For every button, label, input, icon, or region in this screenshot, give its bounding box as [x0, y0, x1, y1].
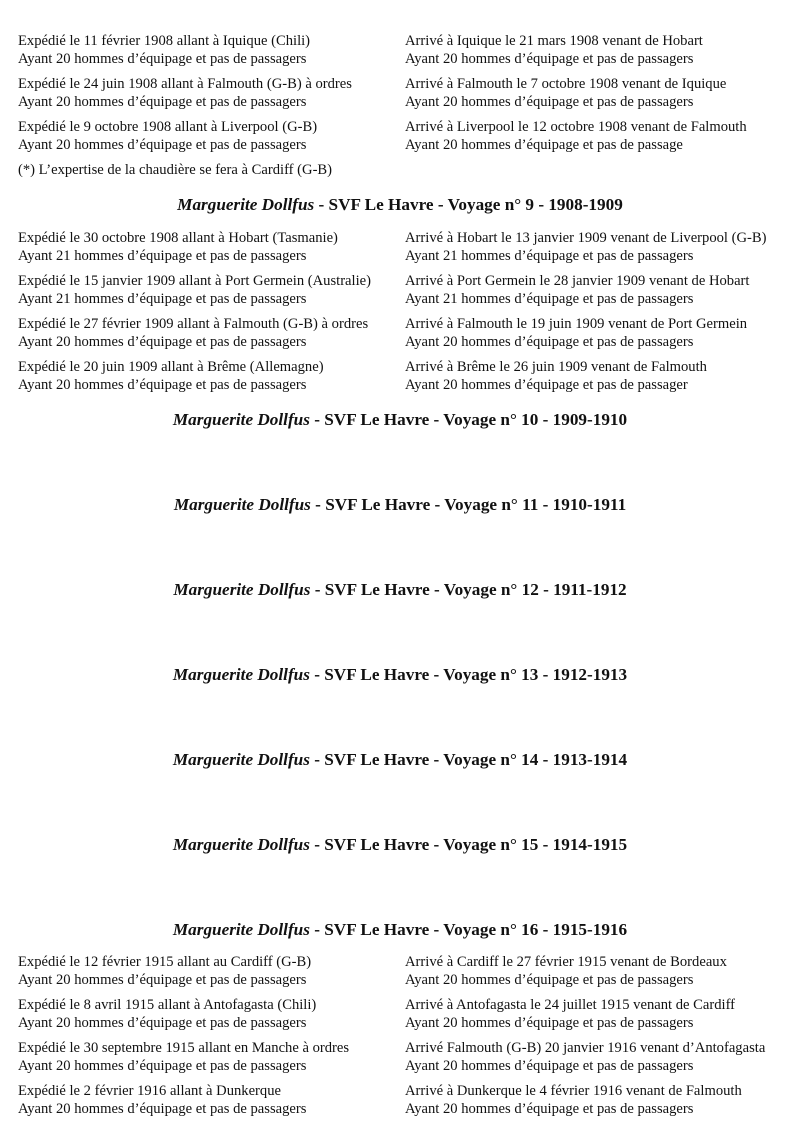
crew-line: Ayant 20 hommes d’équipage et pas de passagers [18, 50, 307, 67]
arrival-line: Arrivé à Falmouth le 19 juin 1909 venant de Port Germein [405, 316, 748, 332]
departure-entry [18, 1040, 349, 1075]
voyage-entry-row [18, 273, 782, 309]
voyage-heading [0, 750, 800, 770]
voyage-heading [0, 665, 800, 685]
voyage-info: - SVF Le Havre - Voyage n° 14 - 1913-1914 [309, 750, 628, 769]
voyage-heading [0, 410, 800, 430]
departure-entry [18, 230, 338, 265]
arrival-entry [405, 316, 747, 351]
voyage-info: - SVF Le Havre - Voyage n° 9 - 1908-1909 [314, 195, 623, 214]
arrival-line: Arrivé à Hobart le 13 janvier 1909 venant de Liverpool (G-B) [405, 230, 767, 246]
departure-line: Expédié le 2 février 1916 allant à Dunkerque [18, 1083, 281, 1099]
arrival-line: Arrivé Falmouth (G-B) 20 janvier 1916 venant d’Antofagasta [405, 1040, 766, 1056]
ship-name: Marguerite Dollfus [172, 920, 310, 939]
arrival-entry [405, 273, 749, 308]
arrival-entry [405, 76, 726, 111]
departure-line: Expédié le 12 février 1915 allant au Cardiff (G-B) [18, 954, 312, 970]
crew-line: Ayant 21 hommes d’équipage et pas de passagers [18, 247, 307, 264]
departure-line: Expédié le 20 juin 1909 allant à Brême (Allemagne) [18, 359, 324, 375]
voyage-info: - SVF Le Havre - Voyage n° 15 - 1914-1915 [309, 835, 628, 854]
arrival-entry [405, 33, 703, 68]
arrival-entry [405, 997, 735, 1032]
crew-line: Ayant 20 hommes d’équipage et pas de passagers [405, 333, 694, 350]
departure-line: Expédié le 27 février 1909 allant à Falmouth (G-B) à ordres [18, 316, 369, 332]
ship-name: Marguerite Dollfus [172, 665, 310, 684]
crew-line: Ayant 20 hommes d’équipage et pas de passager [405, 376, 688, 393]
crew-line: Ayant 21 hommes d’équipage et pas de passagers [405, 290, 694, 307]
departure-line: Expédié le 30 septembre 1915 allant en Manche à ordres [18, 1040, 350, 1056]
arrival-entry [405, 1083, 742, 1118]
ship-name: Marguerite Dollfus [172, 750, 310, 769]
departure-line: Expédié le 9 octobre 1908 allant à Liverpool (G-B) [18, 119, 318, 135]
crew-line: Ayant 21 hommes d’équipage et pas de passagers [18, 290, 307, 307]
arrival-entry [405, 359, 707, 394]
departure-entry [18, 33, 310, 68]
voyage-entry-row [18, 1040, 782, 1076]
departure-line: Expédié le 15 janvier 1909 allant à Port Germein (Australie) [18, 273, 371, 289]
crew-line: Ayant 20 hommes d’équipage et pas de passage [405, 136, 683, 153]
departure-line: Expédié le 24 juin 1908 allant à Falmouth (G-B) à ordres [18, 76, 352, 92]
voyage-entry-row [18, 954, 782, 990]
departure-line: Expédié le 8 avril 1915 allant à Antofagasta (Chili) [18, 997, 317, 1013]
crew-line: Ayant 20 hommes d’équipage et pas de passagers [18, 136, 307, 153]
departure-line: Expédié le 11 février 1908 allant à Iquique (Chili) [18, 33, 311, 49]
arrival-line: Arrivé à Falmouth le 7 octobre 1908 venant de Iquique [405, 76, 727, 92]
voyage-info: - SVF Le Havre - Voyage n° 10 - 1909-1910 [309, 410, 628, 429]
arrival-line: Arrivé à Brême le 26 juin 1909 venant de Falmouth [405, 359, 707, 375]
crew-line: Ayant 20 hommes d’équipage et pas de passagers [405, 1057, 694, 1074]
departure-entry [18, 119, 317, 154]
footnote: (*) L’expertise de la chaudière se fera à Cardiff (G-B) [18, 162, 333, 178]
voyage-info: - SVF Le Havre - Voyage n° 11 - 1910-1911 [310, 495, 627, 514]
crew-line: Ayant 20 hommes d’équipage et pas de passagers [18, 1057, 307, 1074]
crew-line: Ayant 20 hommes d’équipage et pas de passagers [18, 333, 307, 350]
arrival-entry [405, 119, 747, 154]
crew-line: Ayant 20 hommes d’équipage et pas de passagers [405, 971, 694, 988]
arrival-line: Arrivé à Port Germein le 28 janvier 1909 venant de Hobart [405, 273, 750, 289]
voyage-heading [0, 835, 800, 855]
ship-name: Marguerite Dollfus [172, 835, 310, 854]
voyage-entry-row [18, 230, 782, 266]
voyage-info: - SVF Le Havre - Voyage n° 13 - 1912-1913 [309, 665, 628, 684]
departure-entry [18, 316, 368, 351]
departure-entry [18, 359, 324, 394]
departure-entry [18, 954, 311, 989]
crew-line: Ayant 20 hommes d’équipage et pas de passagers [18, 1014, 307, 1031]
voyage-heading [0, 195, 800, 215]
voyage-entry-row [18, 76, 782, 112]
departure-entry [18, 273, 371, 308]
voyage-entry-row [18, 1083, 782, 1119]
departure-entry [18, 76, 352, 111]
voyage-entry-row [18, 119, 782, 155]
crew-line: Ayant 20 hommes d’équipage et pas de passagers [18, 376, 307, 393]
crew-line: Ayant 20 hommes d’équipage et pas de passagers [18, 1100, 307, 1117]
ship-name: Marguerite Dollfus [177, 195, 315, 214]
voyage-info: - SVF Le Havre - Voyage n° 16 - 1915-1916 [309, 920, 628, 939]
crew-line: Ayant 20 hommes d’équipage et pas de passagers [18, 971, 307, 988]
voyage-entry-row [18, 359, 782, 395]
arrival-entry [405, 1040, 765, 1075]
departure-entry [18, 997, 316, 1032]
ship-name: Marguerite Dollfus [173, 580, 311, 599]
arrival-line: Arrivé à Liverpool le 12 octobre 1908 venant de Falmouth [405, 119, 747, 135]
voyage-entry-row [18, 33, 782, 69]
arrival-line: Arrivé à Cardiff le 27 février 1915 venant de Bordeaux [405, 954, 727, 970]
arrival-entry [405, 954, 727, 989]
voyage-heading [0, 495, 800, 515]
departure-entry [18, 1083, 306, 1118]
crew-line: Ayant 20 hommes d’équipage et pas de passagers [405, 1100, 694, 1117]
crew-line: Ayant 20 hommes d’équipage et pas de passagers [405, 50, 694, 67]
voyage-entry-row [18, 316, 782, 352]
arrival-line: Arrivé à Dunkerque le 4 février 1916 venant de Falmouth [405, 1083, 742, 1099]
ship-name: Marguerite Dollfus [172, 410, 310, 429]
voyage-info: - SVF Le Havre - Voyage n° 12 - 1911-1912 [310, 580, 627, 599]
crew-line: Ayant 20 hommes d’équipage et pas de passagers [18, 93, 307, 110]
voyage-heading [0, 920, 800, 940]
arrival-entry [405, 230, 766, 265]
crew-line: Ayant 20 hommes d’équipage et pas de passagers [405, 1014, 694, 1031]
crew-line: Ayant 21 hommes d’équipage et pas de passagers [405, 247, 694, 264]
crew-line: Ayant 20 hommes d’équipage et pas de passagers [405, 93, 694, 110]
arrival-line: Arrivé à Antofagasta le 24 juillet 1915 venant de Cardiff [405, 997, 736, 1013]
voyage-entry-row [18, 997, 782, 1033]
arrival-line: Arrivé à Iquique le 21 mars 1908 venant de Hobart [405, 33, 703, 49]
ship-name: Marguerite Dollfus [173, 495, 311, 514]
voyage-heading [0, 580, 800, 600]
departure-line: Expédié le 30 octobre 1908 allant à Hobart (Tasmanie) [18, 230, 338, 246]
